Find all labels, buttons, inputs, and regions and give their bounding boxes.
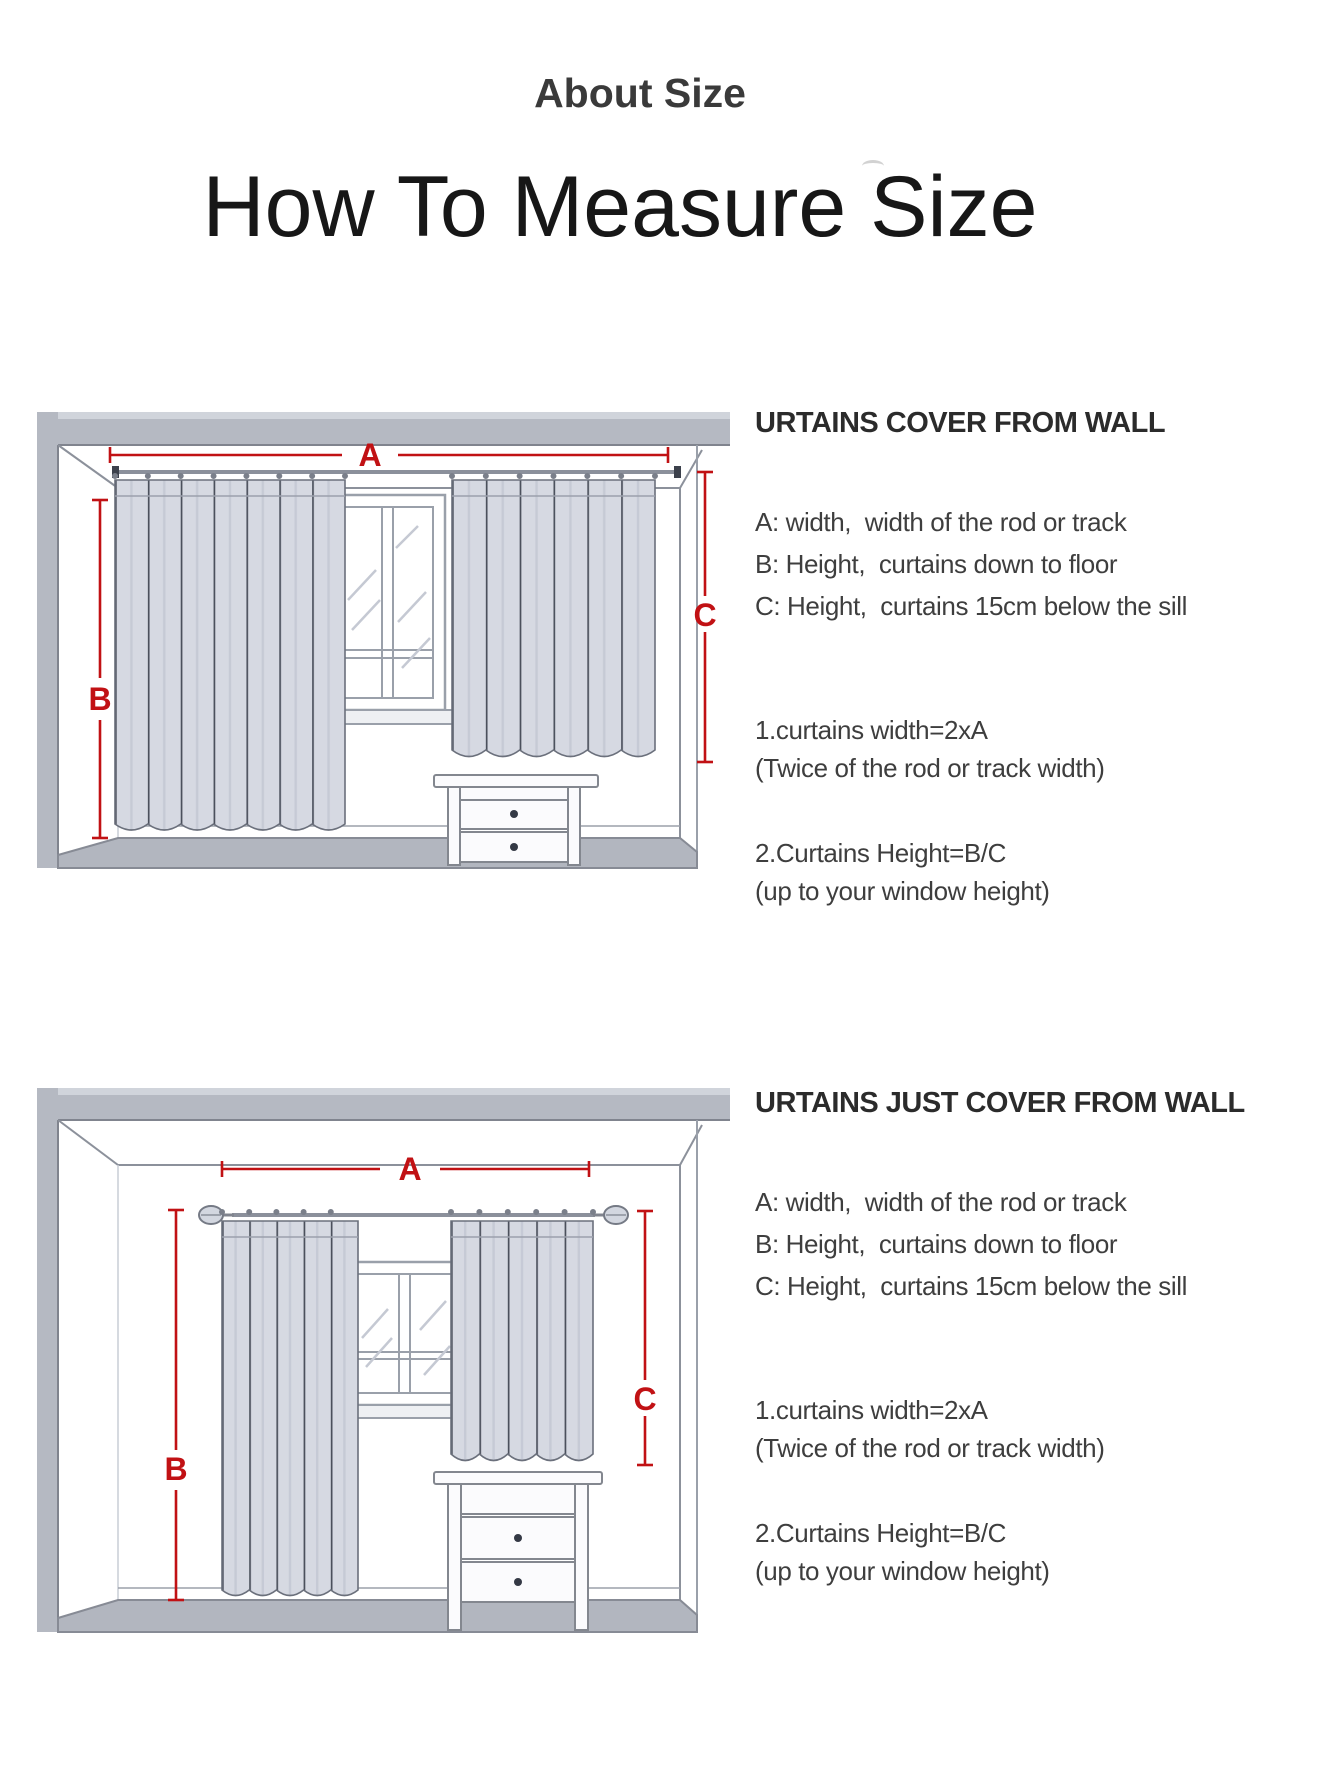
dimension-a — [222, 1151, 589, 1187]
page-subtitle: How To Measure Size — [202, 159, 1038, 255]
section-1-formula-width — [755, 711, 1205, 787]
drawer-knob — [510, 843, 518, 851]
floor — [58, 1588, 697, 1632]
section-2-definitions — [755, 1181, 1205, 1307]
floor — [58, 826, 697, 868]
section-curtains-cover-from-wall — [755, 405, 1205, 910]
left-curtain-floor-length — [222, 1212, 358, 1596]
section-curtains-just-cover-from-wall — [755, 1085, 1245, 1590]
drawer-knob — [514, 1578, 522, 1586]
dim-label-c: C — [693, 597, 717, 633]
left-curtain-floor-length — [115, 476, 345, 830]
dim-label-a: A — [358, 437, 382, 473]
formula-width-note: (Twice of the rod or track width) — [755, 753, 1105, 783]
formula-width-note: (Twice of the rod or track width) — [755, 1433, 1105, 1463]
scan-artifact — [862, 160, 884, 172]
dimension-c — [633, 1211, 656, 1465]
definition-c: C: Height, curtains 15cm below the sill — [755, 1271, 1187, 1301]
drawer-knob — [510, 810, 518, 818]
section-2-formula-height — [755, 1514, 1205, 1590]
section-2-heading: URTAINS JUST COVER FROM WALL — [755, 1087, 1245, 1119]
right-curtain-below-sill — [451, 1212, 593, 1461]
section-1-heading: URTAINS COVER FROM WALL — [755, 407, 1166, 439]
drawer-knob — [514, 1534, 522, 1542]
formula-height-note: (up to your window height) — [755, 876, 1050, 906]
diagram-curtains-cover-from-wall — [30, 400, 730, 875]
definition-b: B: Height, curtains down to floor — [755, 549, 1118, 579]
diagram-curtains-just-cover-from-wall — [30, 1080, 730, 1650]
section-2-formula-width — [755, 1391, 1205, 1467]
section-1-definitions — [755, 501, 1205, 627]
dim-label-b: B — [88, 681, 112, 717]
dimension-b — [88, 500, 111, 838]
formula-width-line: 1.curtains width=2xA — [755, 715, 988, 745]
dim-label-a: A — [398, 1151, 422, 1187]
formula-width-line: 1.curtains width=2xA — [755, 1395, 988, 1425]
right-curtain-below-sill — [452, 476, 655, 757]
dim-label-c: C — [633, 1381, 657, 1417]
formula-height-line: 2.Curtains Height=B/C — [755, 838, 1007, 868]
section-1-formula-height — [755, 834, 1205, 910]
curtain-rod — [112, 466, 681, 478]
rod-end-bracket-right — [674, 466, 681, 478]
definition-a: A: width, width of the rod or track — [755, 507, 1127, 537]
dim-label-b: B — [164, 1451, 188, 1487]
nightstand — [434, 775, 598, 865]
formula-height-line: 2.Curtains Height=B/C — [755, 1518, 1007, 1548]
page-title: About Size — [534, 70, 746, 116]
definition-c: C: Height, curtains 15cm below the sill — [755, 591, 1187, 621]
dimension-b — [164, 1210, 187, 1600]
definition-a: A: width, width of the rod or track — [755, 1187, 1127, 1217]
formula-height-note: (up to your window height) — [755, 1556, 1050, 1586]
definition-b: B: Height, curtains down to floor — [755, 1229, 1118, 1259]
